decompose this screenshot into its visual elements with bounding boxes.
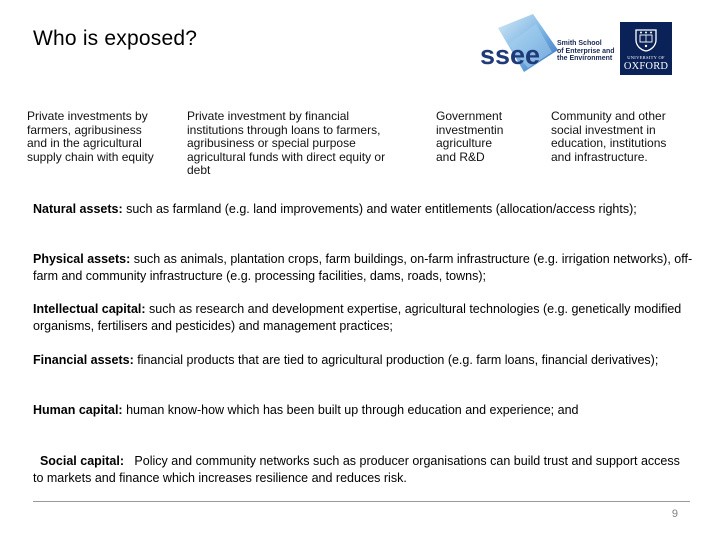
ssee-name-text xyxy=(557,40,627,63)
asset-term: Physical assets: xyxy=(33,252,131,266)
ssee-line-1: Smith School xyxy=(557,40,602,47)
ssee-line-2: of Enterprise and xyxy=(557,47,615,55)
category-line: Private investment by financial xyxy=(187,109,350,123)
asset-text: such as research and development expertise, agricultural technologies (e.g. genetically modified organisms, fertilisers and pesticides) and management practices; xyxy=(33,302,682,333)
oxford-crest-icon xyxy=(634,28,658,52)
category-line: and infrastructure. xyxy=(551,149,648,164)
category-line: agribusiness or special purpose xyxy=(187,136,356,150)
oxford-wordmark: OXFORD xyxy=(623,61,669,72)
category-line: supply chain with equity xyxy=(27,149,154,164)
slide-title: Who is exposed? xyxy=(33,27,198,50)
category-line: Private investments by xyxy=(27,109,148,123)
ssee-wordmark: ssee xyxy=(480,40,541,70)
asset-financial xyxy=(33,352,693,369)
asset-text: financial products that are tied to agricultural production (e.g. farm loans, financial derivatives); xyxy=(133,353,659,367)
category-line: institutions through loans to farmers, xyxy=(187,122,381,137)
category-line: and in the agricultural xyxy=(27,136,142,150)
asset-term: Social capital: xyxy=(39,454,125,468)
asset-term: Human capital: xyxy=(33,403,123,417)
asset-intellectual xyxy=(33,301,693,335)
page-number: 9 xyxy=(671,508,678,520)
category-financial-institutions xyxy=(187,110,417,178)
asset-social xyxy=(33,436,693,487)
category-line: and R&D xyxy=(436,149,485,164)
asset-physical xyxy=(33,251,693,285)
category-government xyxy=(436,110,518,164)
oxford-logo xyxy=(620,22,672,75)
oxford-university-of: UNIVERSITY OF xyxy=(627,55,665,60)
asset-text: such as farmland (e.g. land improvements) and water entitlements (allocation/access rights); xyxy=(122,202,637,216)
ssee-line-3: the Environment xyxy=(557,55,613,62)
category-line: investmentin xyxy=(436,122,504,137)
asset-term: Financial assets: xyxy=(33,353,134,367)
category-line: farmers, agribusiness xyxy=(27,122,142,137)
category-line: agriculture xyxy=(436,136,493,150)
asset-term: Natural assets: xyxy=(33,202,123,216)
category-line: debt xyxy=(187,163,211,177)
category-line: education, institutions xyxy=(551,136,667,150)
asset-text: such as animals, plantation crops, farm buildings, on-farm infrastructure (e.g. irrigation networks), off-farm and community infrastructure (e.g. processing facilities, dams, roads, towns); xyxy=(33,252,693,283)
category-private-equity xyxy=(27,110,177,164)
category-line: Government xyxy=(436,110,503,123)
asset-term: Intellectual capital: xyxy=(33,302,146,316)
asset-text: human know-how which has been built up through education and experience; and xyxy=(122,403,579,417)
category-community xyxy=(551,110,701,164)
category-line: Community and other xyxy=(551,109,666,123)
asset-human xyxy=(33,402,693,419)
asset-natural xyxy=(33,201,693,218)
category-line: agricultural funds with direct equity or xyxy=(187,149,386,164)
category-line: social investment in xyxy=(551,122,656,137)
footer-divider xyxy=(33,501,690,502)
asset-text: Policy and community networks such as producer organisations can build trust and support access to markets and finance which increases resilience and reduces risk. xyxy=(33,454,684,485)
